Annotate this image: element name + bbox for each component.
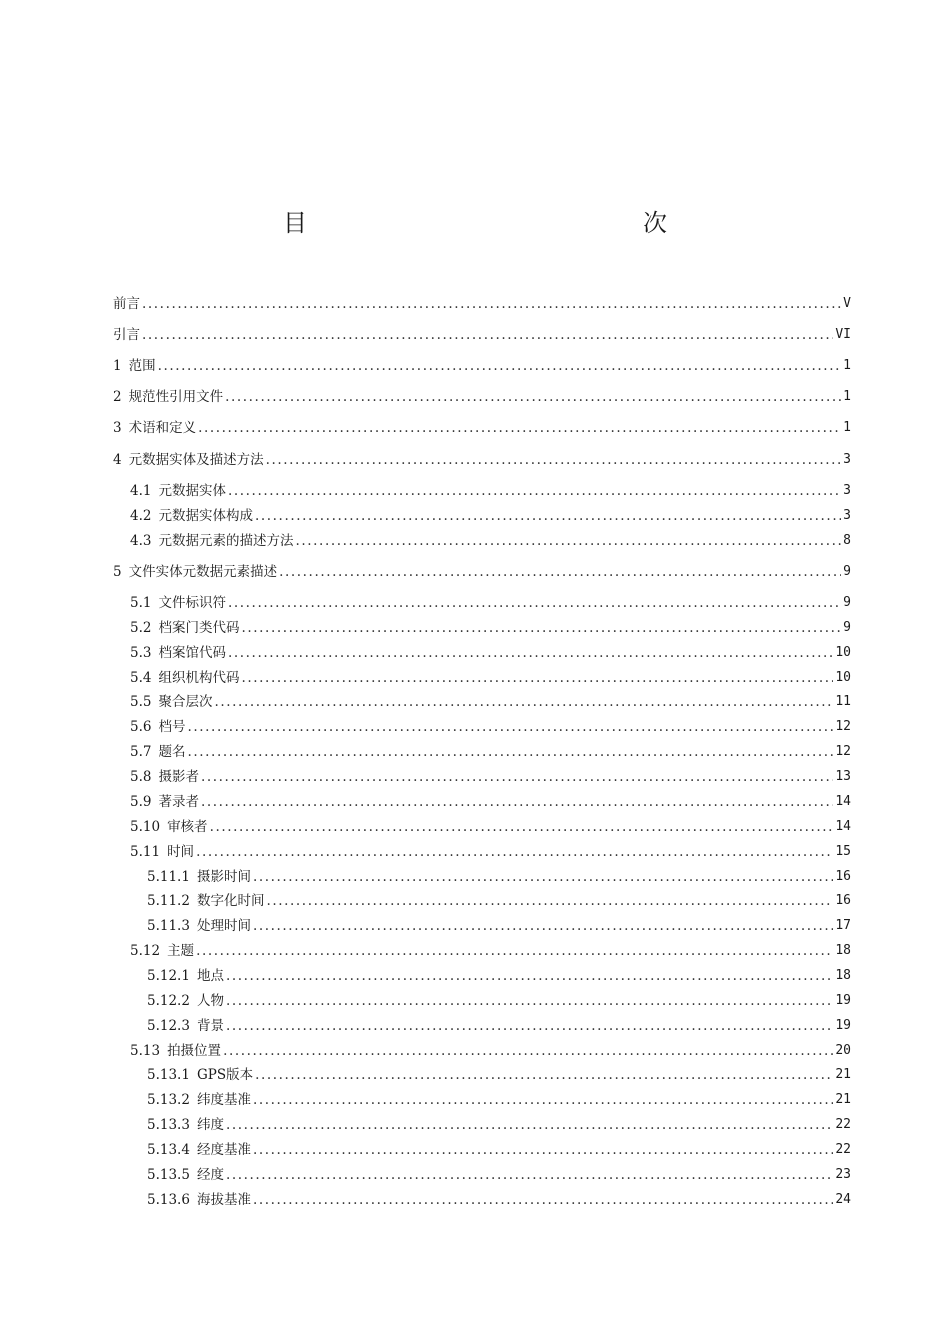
toc-dot-leader — [210, 816, 834, 838]
toc-entry[interactable] — [130, 642, 851, 664]
toc-entry-page: 3 — [843, 508, 851, 523]
toc-dot-leader — [187, 741, 833, 763]
toc-entry-page: 11 — [835, 694, 851, 709]
toc-entry-number: 5 — [113, 564, 122, 580]
toc-entry[interactable] — [147, 890, 851, 912]
toc-entry-label — [130, 841, 194, 863]
toc-dot-leader — [228, 480, 841, 502]
toc-entry-number: 5.12.1 — [147, 968, 190, 984]
toc-entry-number: 5.13.2 — [147, 1092, 190, 1108]
toc-entry-page: 9 — [843, 620, 851, 635]
toc-entry-label — [147, 890, 264, 912]
toc-dot-leader — [223, 1040, 833, 1062]
toc-entry-label — [130, 1040, 221, 1062]
toc-entry-title: 引言 — [113, 327, 140, 343]
toc-entry-number: 5.11.3 — [147, 918, 190, 934]
toc-entry-label — [130, 505, 253, 527]
toc-entry-label — [147, 1189, 251, 1211]
toc-entry-label — [147, 965, 224, 987]
toc-entry-label — [113, 293, 140, 315]
toc-entry-title: 元数据元素的描述方法 — [158, 533, 294, 549]
toc-dot-leader — [295, 530, 841, 552]
toc-dot-leader — [255, 505, 841, 527]
toc-entry-number: 5.12 — [130, 943, 161, 959]
toc-entry-number: 5.11.1 — [147, 869, 190, 885]
toc-entry[interactable] — [113, 324, 851, 346]
toc-entry-title: 摄影者 — [158, 769, 199, 785]
toc-entry-number: 5.5 — [130, 694, 152, 710]
toc-entry-number: 5.13.1 — [147, 1067, 190, 1083]
toc-entry-label — [113, 355, 156, 377]
toc-entry-label — [147, 1164, 224, 1186]
toc-entry-number: 5.13 — [130, 1043, 161, 1059]
toc-dot-leader — [142, 293, 841, 315]
toc-entry-number: 5.13.6 — [147, 1192, 190, 1208]
toc-entry-label — [130, 642, 226, 664]
toc-entry-number: 4.1 — [130, 483, 152, 499]
toc-entry-label — [130, 716, 185, 738]
toc-dot-leader — [253, 866, 833, 888]
toc-entry-label — [113, 449, 264, 471]
toc-entry-page: 17 — [835, 918, 851, 933]
toc-entry-number: 5.8 — [130, 769, 152, 785]
toc-entry-title: 海拔基准 — [196, 1192, 251, 1208]
toc-entry[interactable] — [113, 417, 851, 439]
toc-entry-page: VI — [835, 327, 851, 342]
toc-entry-number: 5.6 — [130, 719, 152, 735]
page-title: 目 次 — [283, 209, 763, 237]
toc-dot-leader — [198, 417, 841, 439]
toc-entry-page: 16 — [835, 893, 851, 908]
toc-entry-title: 元数据实体及描述方法 — [128, 452, 264, 468]
toc-entry-label — [130, 691, 212, 713]
toc-entry-page: 22 — [835, 1117, 851, 1132]
toc-dot-leader — [187, 716, 833, 738]
toc-entry-title: 纬度基准 — [196, 1092, 251, 1108]
toc-entry-page: 13 — [835, 769, 851, 784]
toc-entry-label — [130, 480, 226, 502]
toc-entry-title: 档案馆代码 — [158, 645, 226, 661]
toc-entry[interactable] — [130, 691, 851, 713]
toc-entry-title: 处理时间 — [196, 918, 251, 934]
toc-entry-page: 1 — [843, 420, 851, 435]
toc-dot-leader — [241, 617, 841, 639]
toc-entry-number: 4 — [113, 452, 122, 468]
toc-entry-label — [147, 1064, 253, 1086]
toc-entry-number: 5.13.4 — [147, 1142, 190, 1158]
toc-entry-label — [130, 816, 208, 838]
toc-dot-leader — [255, 1064, 833, 1086]
toc-entry-number: 2 — [113, 389, 122, 405]
toc-entry-page: 10 — [835, 670, 851, 685]
toc-entry[interactable] — [130, 716, 851, 738]
toc-entry-page: 19 — [835, 1018, 851, 1033]
toc-entry-page: 20 — [835, 1043, 851, 1058]
toc-entry-page: 8 — [843, 533, 851, 548]
toc-entry-page: 12 — [835, 744, 851, 759]
toc-entry[interactable] — [130, 480, 851, 502]
toc-entry[interactable] — [147, 1015, 851, 1037]
toc-entry[interactable] — [147, 990, 851, 1012]
toc-entry-label — [147, 1139, 251, 1161]
toc-entry-page: 1 — [843, 389, 851, 404]
toc-entry-page: 12 — [835, 719, 851, 734]
toc-entry-title: 人物 — [196, 993, 224, 1009]
toc-entry-label — [113, 417, 196, 439]
toc-entry[interactable] — [147, 1064, 851, 1086]
toc-entry-number: 1 — [113, 358, 122, 374]
toc-entry-title: 档案门类代码 — [158, 620, 240, 636]
toc-entry-page: 3 — [843, 452, 851, 467]
toc-dot-leader — [253, 915, 833, 937]
toc-entry-page: 3 — [843, 483, 851, 498]
toc-dot-leader — [201, 791, 833, 813]
toc-entry-page: 14 — [835, 794, 851, 809]
toc-entry-number: 5.13.3 — [147, 1117, 190, 1133]
toc-entry-title: 题名 — [158, 744, 186, 760]
toc-entry-title: 元数据实体构成 — [158, 508, 253, 524]
toc-dot-leader — [241, 667, 833, 689]
toc-entry-number: 5.4 — [130, 670, 152, 686]
toc-dot-leader — [228, 642, 833, 664]
toc-dot-leader — [196, 841, 833, 863]
toc-entry-label — [147, 915, 251, 937]
toc-entry-number: 5.7 — [130, 744, 152, 760]
toc-entry-page: 10 — [835, 645, 851, 660]
toc-entry-page: 23 — [835, 1167, 851, 1182]
toc-entry-title: 经度基准 — [196, 1142, 251, 1158]
toc-entry-number: 3 — [113, 420, 122, 436]
toc-entry-title: 前言 — [113, 296, 140, 312]
toc-entry[interactable] — [130, 791, 851, 813]
toc-entry-page: 14 — [835, 819, 851, 834]
toc-dot-leader — [201, 766, 833, 788]
toc-entry[interactable] — [147, 1089, 851, 1111]
toc-entry-page: 22 — [835, 1142, 851, 1157]
toc-dot-leader — [226, 965, 833, 987]
toc-entry[interactable] — [130, 592, 851, 614]
toc-entry[interactable] — [130, 530, 851, 552]
toc-entry-title: 地点 — [196, 968, 224, 984]
toc-entry[interactable] — [130, 741, 851, 763]
toc-entry[interactable] — [147, 915, 851, 937]
toc-entry-title: 纬度 — [196, 1117, 224, 1133]
toc-entry-number: 5.13.5 — [147, 1167, 190, 1183]
toc-entry-number: 5.3 — [130, 645, 152, 661]
toc-entry-title: 术语和定义 — [128, 420, 197, 436]
toc-entry-label — [130, 667, 239, 689]
toc-entry[interactable] — [113, 561, 851, 583]
toc-entry-label — [113, 561, 277, 583]
toc-entry-label — [113, 386, 223, 408]
toc-entry-title: 时间 — [167, 844, 195, 860]
toc-entry-title: 背景 — [196, 1018, 224, 1034]
toc-entry-title: 组织机构代码 — [158, 670, 240, 686]
toc-entry[interactable] — [113, 355, 851, 377]
toc-entry[interactable] — [130, 505, 851, 527]
toc-entry-page: 9 — [843, 595, 851, 610]
toc-entry[interactable] — [130, 940, 851, 962]
toc-dot-leader — [226, 1015, 833, 1037]
toc-dot-leader — [142, 324, 833, 346]
toc-dot-leader — [226, 990, 833, 1012]
toc-entry-label — [130, 791, 199, 813]
toc-entry-title: 聚合层次 — [158, 694, 213, 710]
toc-dot-leader — [279, 561, 841, 583]
toc-entry-title: 主题 — [167, 943, 195, 959]
toc-entry-page: 24 — [835, 1192, 851, 1207]
toc-entry[interactable] — [147, 1164, 851, 1186]
toc-entry-page: 19 — [835, 993, 851, 1008]
toc-entry-label — [130, 741, 185, 763]
toc-entry-label — [130, 592, 226, 614]
toc-dot-leader — [253, 1139, 833, 1161]
toc-entry-title: 审核者 — [167, 819, 208, 835]
toc-entry-number: 4.2 — [130, 508, 152, 524]
toc-entry-number: 4.3 — [130, 533, 152, 549]
toc-entry-page: 18 — [835, 968, 851, 983]
toc-entry-title: 规范性引用文件 — [128, 389, 224, 405]
toc-entry-label — [147, 990, 224, 1012]
toc-entry-label — [113, 324, 140, 346]
toc-dot-leader — [196, 940, 833, 962]
toc-entry[interactable] — [130, 841, 851, 863]
toc-entry-label — [147, 1015, 224, 1037]
toc-entry[interactable] — [130, 766, 851, 788]
toc-entry-title: 经度 — [196, 1167, 224, 1183]
toc-entry[interactable] — [147, 1189, 851, 1211]
toc-entry[interactable] — [130, 667, 851, 689]
toc-dot-leader — [158, 355, 842, 377]
toc-entry-number: 5.11 — [130, 844, 161, 860]
toc-entry[interactable] — [113, 449, 851, 471]
toc-entry-label — [147, 866, 251, 888]
toc-entry-title: 拍摄位置 — [167, 1043, 222, 1059]
toc-entry-title: 数字化时间 — [196, 893, 265, 909]
toc-entry-number: 5.11.2 — [147, 893, 190, 909]
toc-entry[interactable] — [147, 1114, 851, 1136]
toc-entry-number: 5.9 — [130, 794, 152, 810]
toc-entry-page: 15 — [835, 844, 851, 859]
toc-entry-label — [130, 940, 194, 962]
toc-dot-leader — [214, 691, 833, 713]
toc-entry-page: V — [843, 296, 851, 311]
toc-entry[interactable] — [113, 386, 851, 408]
toc-entry-number: 5.2 — [130, 620, 152, 636]
toc-entry-label — [130, 617, 239, 639]
toc-entry-label — [130, 530, 293, 552]
toc-entry-page: 21 — [835, 1092, 851, 1107]
toc-entry-label — [147, 1114, 224, 1136]
toc-entry-page: 16 — [835, 869, 851, 884]
toc-entry[interactable] — [130, 617, 851, 639]
toc-entry-label — [147, 1089, 251, 1111]
toc-entry-page: 18 — [835, 943, 851, 958]
toc-dot-leader — [226, 1114, 833, 1136]
toc-entry-number: 5.12.3 — [147, 1018, 190, 1034]
toc-entry-page: 9 — [843, 564, 851, 579]
toc-entry-title: 摄影时间 — [196, 869, 251, 885]
toc-entry-title: 文件标识符 — [158, 595, 226, 611]
toc-dot-leader — [225, 386, 841, 408]
toc-entry[interactable] — [130, 1040, 851, 1062]
toc-dot-leader — [266, 449, 842, 471]
toc-entry[interactable] — [147, 866, 851, 888]
toc-entry-number: 5.10 — [130, 819, 161, 835]
toc-dot-leader — [266, 890, 833, 912]
toc-entry[interactable] — [147, 965, 851, 987]
toc-entry-label — [130, 766, 199, 788]
toc-entry-title: 文件实体元数据元素描述 — [128, 564, 278, 580]
toc-dot-leader — [253, 1089, 833, 1111]
toc-dot-leader — [253, 1189, 833, 1211]
toc-dot-leader — [228, 592, 841, 614]
toc-dot-leader — [226, 1164, 833, 1186]
toc-entry-title: 元数据实体 — [158, 483, 226, 499]
toc-entry[interactable] — [147, 1139, 851, 1161]
toc-entry-title: GPS版本 — [196, 1067, 254, 1083]
toc-entry-page: 1 — [843, 358, 851, 373]
toc-entry[interactable] — [130, 816, 851, 838]
toc-entry-title: 著录者 — [158, 794, 199, 810]
toc-entry-title: 档号 — [158, 719, 186, 735]
toc-entry-number: 5.1 — [130, 595, 152, 611]
toc-entry-title: 范围 — [128, 358, 156, 374]
toc-entry-page: 21 — [835, 1067, 851, 1082]
toc-entry[interactable] — [113, 293, 851, 315]
toc-entry-number: 5.12.2 — [147, 993, 190, 1009]
